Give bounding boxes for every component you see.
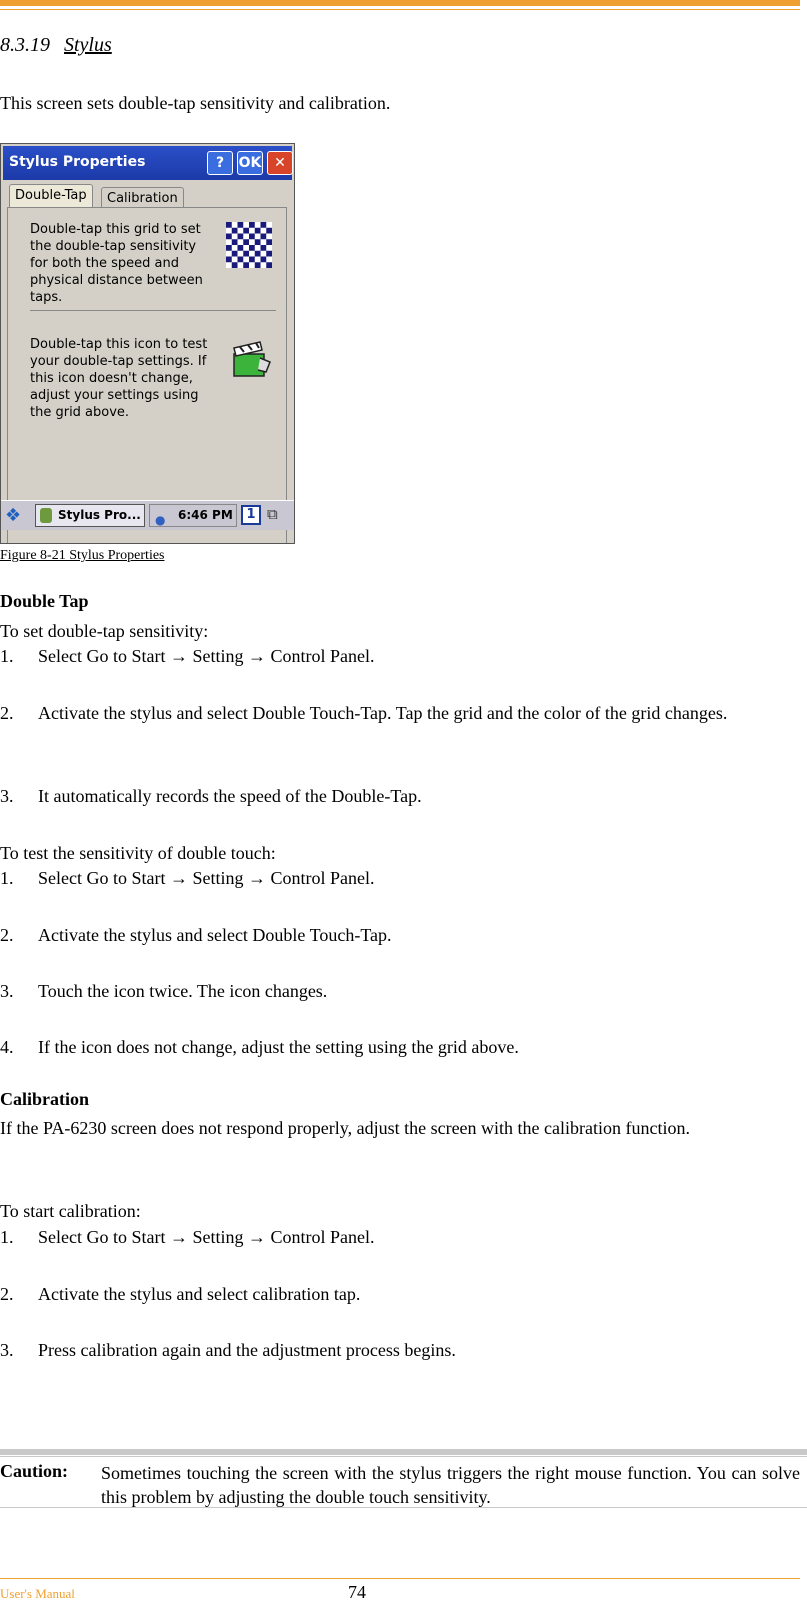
checkerboard-grid[interactable] <box>226 222 272 268</box>
caution-text: Sometimes touching the screen with the stylus triggers the right mouse function. You can solve this problem by adjusting the double touch sensitivity. <box>101 1463 800 1507</box>
windows-switch-icon[interactable]: ⧉ <box>267 505 278 523</box>
double-tap-intro-2: To test the sensitivity of double touch: <box>0 843 276 863</box>
ok-button[interactable]: OK <box>237 151 263 175</box>
section-heading <box>0 34 112 57</box>
tab-double-tap[interactable]: Double-Tap <box>9 184 93 208</box>
window-titlebar <box>3 146 292 180</box>
window-title: Stylus Properties <box>9 154 146 170</box>
list-item: 3. It automatically records the speed of the Double-Tap. <box>0 786 422 806</box>
list-item: 3. Press calibration again and the adjustment process begins. <box>0 1340 456 1360</box>
system-tray <box>149 504 237 527</box>
header-bar <box>0 0 800 6</box>
grid-instructions: Double-tap this grid to set the double-tap sensitivity for both the speed and physical distance between taps. <box>30 222 203 305</box>
list-item: 1. Select Go to Start → Setting → Control Panel. <box>0 1227 375 1247</box>
caution-bottom-line <box>0 1507 807 1508</box>
caution-top-rule <box>0 1449 807 1455</box>
tab-panel <box>7 207 287 544</box>
intro-paragraph: This screen sets double-tap sensitivity and calibration. <box>0 93 391 113</box>
taskbar <box>1 500 295 530</box>
calibration-heading: Calibration <box>0 1089 90 1109</box>
caution-top-line <box>0 1456 807 1457</box>
clapper-icon[interactable] <box>230 340 272 382</box>
page-number: 74 <box>348 1582 366 1602</box>
list-item: 4. If the icon does not change, adjust the setting using the grid above. <box>0 1037 519 1057</box>
list-item: 2. Activate the stylus and select Double Touch-Tap. <box>0 925 392 945</box>
icon-instructions: Double-tap this icon to test your double-tap settings. If this icon doesn't change, adjust your settings using the grid above. <box>30 337 208 420</box>
header-line <box>0 9 800 10</box>
close-button[interactable]: ✕ <box>267 151 293 175</box>
section-number: 8.3.19 <box>0 34 50 56</box>
separator <box>30 310 276 311</box>
tab-calibration[interactable]: Calibration <box>101 187 184 208</box>
start-icon[interactable]: ❖ <box>5 505 22 526</box>
taskbar-button-label: Stylus Pro... <box>58 508 141 522</box>
footer-line <box>0 1578 800 1579</box>
figure-caption: Figure 8-21 Stylus Properties <box>0 548 165 563</box>
footer-manual-label: User's Manual <box>0 1586 75 1601</box>
list-item: 1. Select Go to Start → Setting → Control Panel. <box>0 646 375 666</box>
list-item: 1. Select Go to Start → Setting → Control Panel. <box>0 868 375 888</box>
double-tap-heading: Double Tap <box>0 591 89 611</box>
network-icon[interactable]: ● <box>155 513 166 527</box>
help-button[interactable]: ? <box>207 151 233 175</box>
input-panel-icon[interactable]: 1 <box>241 505 261 525</box>
list-item: 2. Activate the stylus and select calibration tap. <box>0 1284 361 1304</box>
calibration-intro: To start calibration: <box>0 1201 141 1221</box>
double-tap-intro-1: To set double-tap sensitivity: <box>0 621 209 641</box>
stylus-app-icon <box>40 508 52 523</box>
calibration-body: If the PA-6230 screen does not respond properly, adjust the screen with the calibration function. <box>0 1118 690 1138</box>
list-item: 2. Activate the stylus and select Double Touch-Tap. Tap the grid and the color of the grid changes. <box>0 703 728 723</box>
tray-clock: 6:46 PM <box>178 508 233 522</box>
list-item: 3. Touch the icon twice. The icon changes. <box>0 981 328 1001</box>
caution-label: Caution: <box>0 1461 69 1481</box>
stylus-properties-screenshot <box>0 143 295 544</box>
taskbar-button-stylus[interactable] <box>35 504 145 527</box>
section-title: Stylus <box>64 34 112 56</box>
